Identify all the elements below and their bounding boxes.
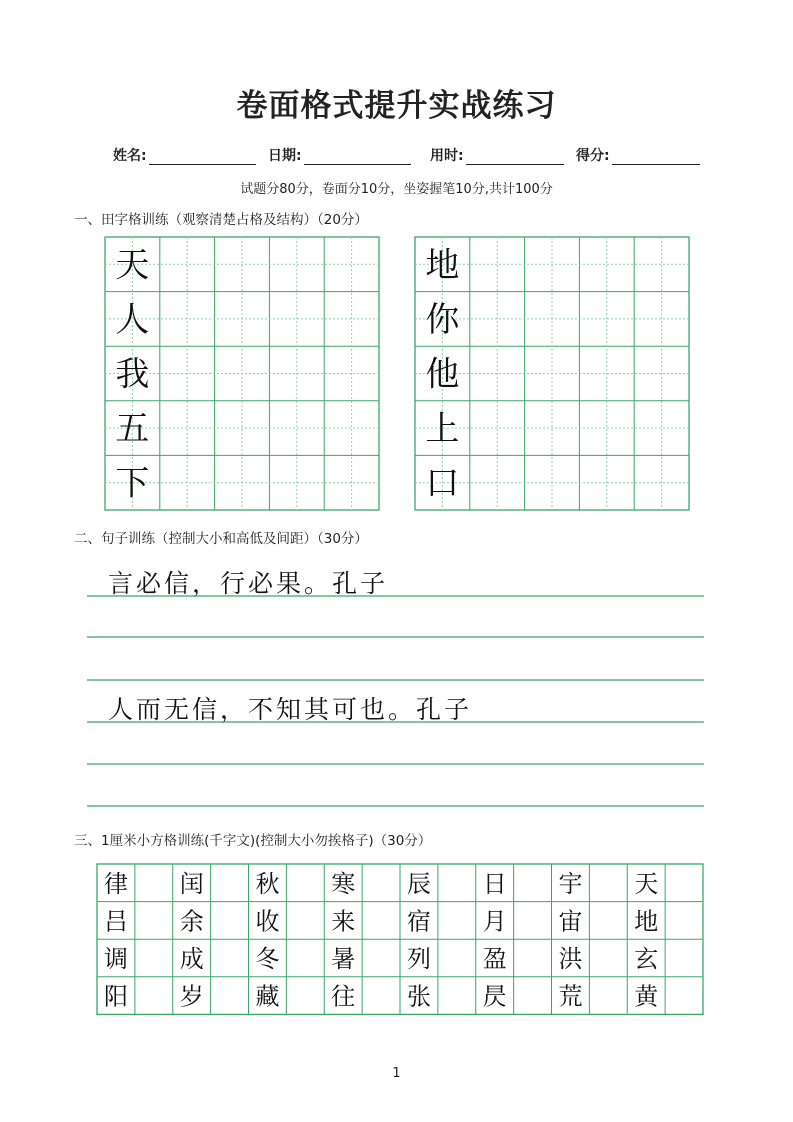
qianziwen-char: 列 <box>406 945 431 973</box>
sentence-1: 言必信，行必果。孔子 <box>108 569 389 598</box>
qianziwen-char: 天 <box>634 869 659 898</box>
qianziwen-char: 闰 <box>179 869 204 898</box>
qianziwen-char: 寒 <box>331 869 356 898</box>
qianziwen-char: 成 <box>179 945 204 973</box>
qianziwen-char: 盈 <box>482 945 507 973</box>
qianziwen-char: 来 <box>331 907 356 936</box>
qianziwen-char: 宙 <box>558 907 583 936</box>
qianziwen-char: 余 <box>179 907 204 936</box>
qianziwen-char: 辰 <box>406 869 431 898</box>
qianziwen-char: 冬 <box>255 945 280 973</box>
qianziwen-char: 宇 <box>558 869 583 898</box>
qianziwen-char: 暑 <box>331 945 356 973</box>
qianziwen-char: 往 <box>331 982 356 1011</box>
qianziwen-char: 日 <box>482 869 507 898</box>
qianziwen-char: 阳 <box>103 982 128 1011</box>
page-number: 1 <box>392 1066 401 1081</box>
qianziwen-char: 收 <box>255 907 280 936</box>
date-label: 日期: <box>268 148 302 164</box>
qianziwen-char: 吕 <box>103 907 128 936</box>
qianziwen-char: 宿 <box>406 907 431 936</box>
left-model-char: 天 <box>115 245 150 286</box>
right-model-char: 地 <box>425 245 460 286</box>
score-label: 得分: <box>576 148 610 164</box>
sentence-2: 人而无信，不知其可也。孔子 <box>108 695 473 724</box>
name-label: 姓名: <box>113 148 147 164</box>
section1-heading: 一、田字格训练（观察清楚占格及结构）（20分） <box>74 212 368 228</box>
time-label: 用时: <box>430 148 464 164</box>
qianziwen-char: 岁 <box>179 982 204 1011</box>
qianziwen-char: 张 <box>406 982 431 1011</box>
page-title: 卷面格式提升实战练习 <box>236 88 557 124</box>
left-model-char: 人 <box>115 299 150 340</box>
qianziwen-char: 律 <box>103 869 128 898</box>
right-model-char: 口 <box>425 463 460 504</box>
qianziwen-char: 调 <box>103 945 128 973</box>
section3-heading: 三、1厘米小方格训练(千字文)(控制大小勿挨格子)（30分） <box>74 833 432 849</box>
qianziwen-char: 月 <box>482 907 507 936</box>
qianziwen-char: 荒 <box>558 982 583 1011</box>
right-model-char: 上 <box>425 409 460 450</box>
qianziwen-char: 黄 <box>634 982 659 1011</box>
score-note: 试题分80分，卷面分10分，坐姿握笔10分,共计100分 <box>240 182 553 197</box>
section2-heading: 二、句子训练（控制大小和高低及间距）（30分） <box>74 531 368 547</box>
qianziwen-char: 玄 <box>634 945 659 973</box>
qianziwen-char: 昃 <box>482 982 507 1011</box>
left-model-char: 下 <box>115 463 150 504</box>
left-model-char: 五 <box>115 409 150 450</box>
qianziwen-char: 地 <box>634 907 659 936</box>
qianziwen-char: 藏 <box>255 982 280 1011</box>
qianziwen-char: 洪 <box>558 945 583 973</box>
right-model-char: 他 <box>425 354 460 395</box>
qianziwen-char: 秋 <box>255 869 280 898</box>
left-model-char: 我 <box>115 354 150 395</box>
right-model-char: 你 <box>425 299 460 340</box>
